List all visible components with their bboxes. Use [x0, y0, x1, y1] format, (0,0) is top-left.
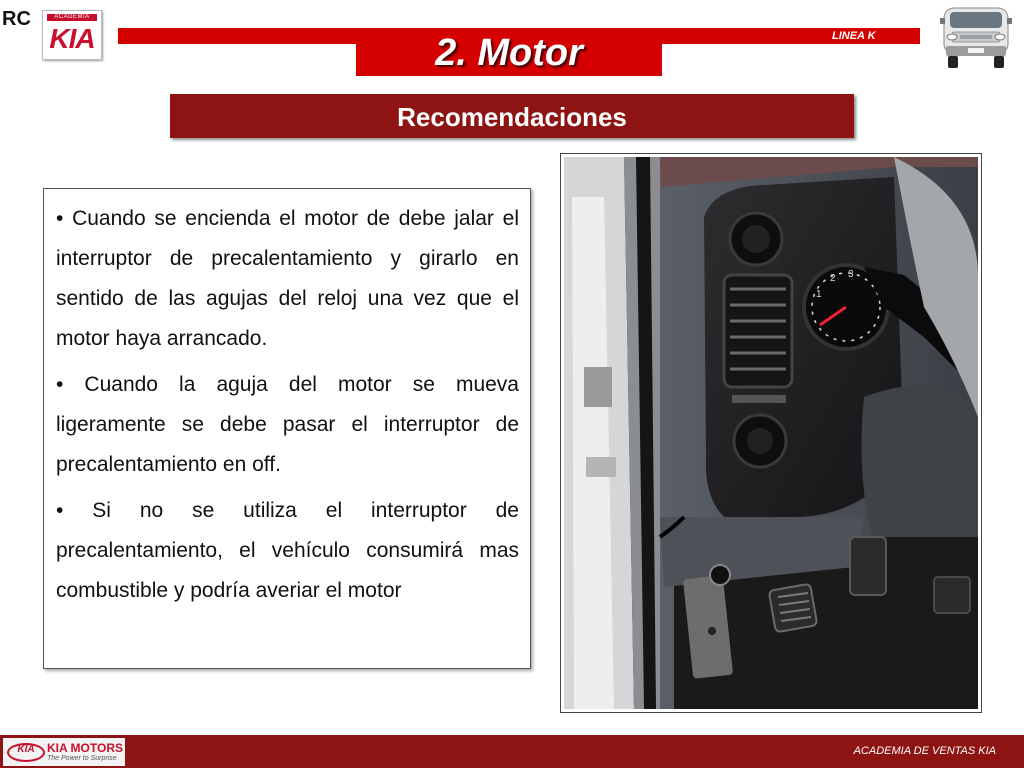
- dashboard-photo-frame: [560, 153, 982, 713]
- footer-academia-text: ACADEMIA DE VENTAS KIA: [853, 745, 996, 757]
- kia-oval-text: KIA: [17, 744, 35, 755]
- bullet-1: • Cuando se encienda el motor de debe jalar el interruptor de precalentamiento y girarlo en sentido de las agujas del reloj una vez que el motor haya arrancado.: [56, 207, 519, 350]
- bullet-2: • Cuando la aguja del motor se mueva ligeramente se debe pasar el interruptor de precalentamiento en off.: [56, 373, 519, 476]
- footer-bar: [0, 735, 1024, 768]
- rc-label: RC: [2, 8, 31, 30]
- bullet-3: • Si no se utiliza el interruptor de precalentamiento, el vehículo consumirá mas combustible y podría averiar el motor: [56, 499, 519, 602]
- gauge-digit-2: 2: [830, 273, 836, 284]
- truck-image: [938, 2, 1014, 72]
- subtitle: Recomendaciones: [397, 102, 627, 132]
- linea-label: LINEA K: [832, 30, 876, 42]
- subtitle-bar: [170, 94, 854, 138]
- gauge-digit-3: 3: [848, 269, 854, 280]
- title-box: [356, 28, 662, 76]
- kia-oval-logo: [7, 743, 45, 762]
- academia-kia-logo: [42, 10, 102, 60]
- logo-kia-text: KIA: [49, 23, 95, 54]
- gauge-digit-1: 1: [816, 289, 822, 300]
- kia-motors-logo: [3, 738, 125, 766]
- footer-tagline: The Power to Surprise: [47, 755, 117, 762]
- dashboard-photo: [564, 157, 978, 709]
- logo-academia-text: ACADEMIA: [47, 14, 97, 21]
- footer-brand: KIA MOTORS: [47, 741, 124, 755]
- recommendations-panel: [43, 188, 531, 669]
- page-title: 2. Motor: [435, 32, 583, 74]
